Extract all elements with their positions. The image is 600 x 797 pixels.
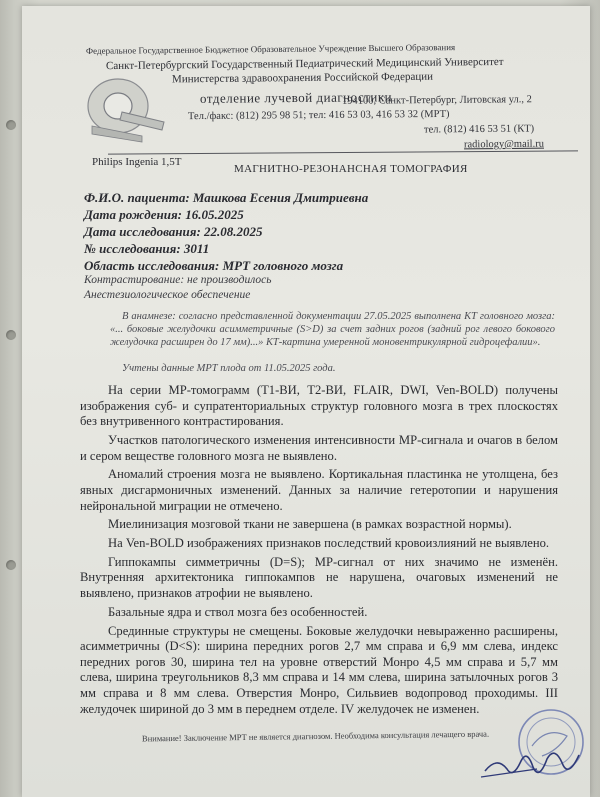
paragraph-ventricles: Срединные структуры не смещены. Боковые желудочки невыраженно расширены, асимметричны (D<S): ширина передних рогов 2,7 мм справа и 6,9 мм слева, индекс передних рогов 30, ширина тел на уровне отверстий Монро 4,5 мм справа и 5,7 мм слева, ширина треугольников 8,3 мм справа и 14 мм слева, ширина затылочных рогов 3 мм справа и 8 мм слева. Отверстия Монро, Сильвиев водопровод проходимы. III желудочек шириной до 3 мм в переднем отделе. IV желудочек не изменен. (80, 623, 558, 716)
exam-date: Дата исследования: 22.08.2025 (84, 224, 263, 239)
report-page (22, 6, 590, 797)
exam-area: Область исследования: МРТ головного мозга (84, 258, 344, 273)
fetal-mri-note: Учтены данные МРТ плода от 11.05.2025 года. (122, 363, 336, 374)
phone-kt: тел. (812) 416 53 51 (КТ) (423, 123, 535, 136)
contrast-info: Контрастирование: не производилось (84, 274, 272, 286)
patient-dob: Дата рождения: 16.05.2025 (84, 207, 244, 222)
header-line-1: Федеральное Государственное Бюджетное Образовательное Учреждение Высшего Образования (85, 42, 456, 56)
binder-hole (6, 120, 16, 130)
patient-name: Ф.И.О. пациента: Машкова Есения Дмитриевна (84, 190, 369, 205)
email-link[interactable]: radiology@mail.ru (463, 138, 544, 151)
anamnesis: В анамнезе: согласно представленной документации 27.05.2025 выполнена КТ головного мозга: «... боковые желудочки асимметричные (S>D) за счет задних рогов (задний рог левого бокового желудочка расширен до 17 мм)...» КТ-картина умеренной моновентрикулярной гидроцефалии». (110, 311, 555, 348)
department-name: отделение лучевой диагностики (199, 89, 393, 106)
findings-body (80, 383, 558, 720)
exam-number: № исследования: 3011 (84, 241, 210, 256)
paragraph-myelination: Миелинизация мозговой ткани не завершена (в рамках возрастной нормы). (108, 517, 512, 532)
anesthesia-info: Анестезиологическое обеспечение (84, 289, 251, 301)
mri-scanner-logo-icon (82, 76, 168, 146)
paragraph-signal: Участков патологического изменения интенсивности МР-сигнала и очагов в белом и сером веществе головного мозга не выявлено. (80, 432, 558, 463)
binder-hole (6, 560, 16, 570)
header-line-2: Санкт-Петербургский Государственный Педиатрический Медицинский Университет (105, 55, 504, 73)
address: 194100, Санкт-Петербург, Литовская ул., 2 (341, 94, 532, 107)
doctor-signature-icon (477, 731, 587, 791)
footer-disclaimer: Внимание! Заключение МРТ не является диагнозом. Необходима консультация лечащего врача. (141, 728, 490, 744)
header-line-3: Министерства здравоохранения Российской Федерации (171, 70, 434, 86)
paragraph-basal-ganglia: Базальные ядра и ствол мозга без особенностей. (108, 604, 368, 619)
paragraph-anomalies: Аномалий строения мозга не выявлено. Кортикальная пластинка не утолщена, без явных дисгармоничных изменений. Данных за наличие гетеротопии и нарушения нейрональной миграции не отмечено. (80, 467, 558, 513)
paragraph-sequences: На серии МР-томограмм (Т1-ВИ, Т2-ВИ, FLAIR, DWI, Ven-BOLD) получены изображения суб- и супратенториальных структур головного мозга в трех плоскостях без внутривенного контрастирования. (80, 383, 558, 429)
paragraph-ven-bold: На Ven-BOLD изображениях признаков последствий кровоизлияний не выявлено. (108, 536, 550, 551)
paragraph-hippocampi: Гиппокампы симметричны (D=S); МР-сигнал от них значимо не изменён. Внутренняя архитектоника гиппокампов не нарушена, очаговых изменений не выявлено, признаков атрофии не выявлено. (80, 554, 558, 601)
scanner-model: Philips Ingenia 1,5T (92, 156, 182, 168)
report-title: МАГНИТНО-РЕЗОНАНСНАЯ ТОМОГРАФИЯ (234, 163, 468, 175)
phone-numbers: Тел./факс: (812) 295 98 51; тел: 416 53 03, 416 53 32 (МРТ) (187, 108, 450, 123)
binder-hole (6, 330, 16, 340)
header-divider (108, 150, 578, 154)
